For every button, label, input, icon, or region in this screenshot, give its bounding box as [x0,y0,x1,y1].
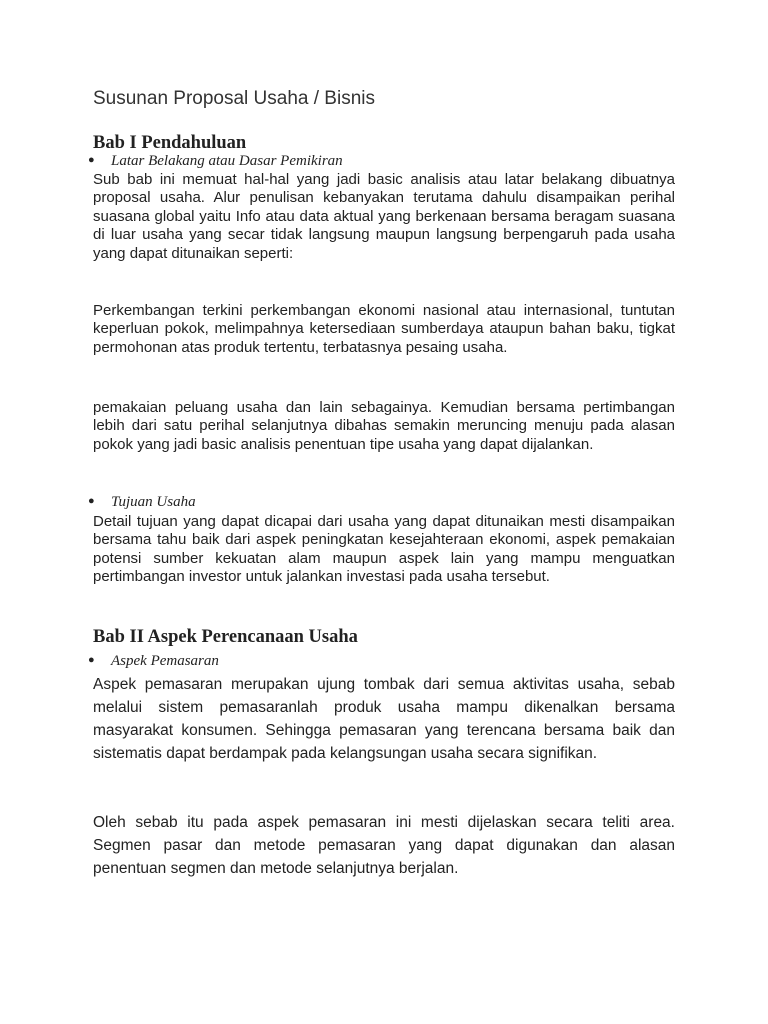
paragraph: pemakaian peluang usaha dan lain sebagainya. Kemudian bersama pertimbangan lebih dari satu perihal selanjutnya dibahas semakin meruncing menuju pada alasan pokok yang jadi basic analisis penentuan tipe usaha yang dapat dijalankan. [93,399,675,453]
section-heading-bab-1: Bab I Pendahuluan [93,133,247,153]
bullet-label: Aspek Pemasaran [111,653,219,669]
bullet-dot-icon: ● [88,495,95,507]
paragraph: Perkembangan terkini perkembangan ekonomi nasional atau internasional, tuntutan keperluan pokok, melimpahnya ketersediaan sumberdaya ataupun bahan baku, tigkat permohonan atas produk tertentu, terbatasnya pesaing usaha. [93,302,675,356]
bullet-tujuan-usaha [88,494,196,511]
bullet-label: Latar Belakang atau Dasar Pemikiran [111,153,343,169]
paragraph: Detail tujuan yang dapat dicapai dari usaha yang dapat ditunaikan mesti disampaikan bersama tahu baik dari aspek peningkatan kesejahteraan ekonomi, aspek pemakaian potensi sumber kekuatan alam maupun aspek lain yang mampu menguatkan pertimbangan investor untuk jalankan investasi pada usaha tersebut. [93,513,675,586]
bullet-aspek-pemasaran [88,653,219,670]
bullet-dot-icon: ● [88,154,95,166]
section-heading-bab-2: Bab II Aspek Perencanaan Usaha [93,627,358,647]
bullet-label: Tujuan Usaha [111,494,196,510]
paragraph: Sub bab ini memuat hal-hal yang jadi basic analisis atau latar belakang dibuatnya proposal usaha. Alur penulisan kebanyakan terutama dahulu disampaikan perihal suasana global yaitu Info atau data aktual yang berkenaan bersama beragam suasana di luar usaha yang secar tidak langsung maupun langsung berpengaruh pada usaha yang dapat ditunaikan seperti: [93,171,675,262]
document-title: Susunan Proposal Usaha / Bisnis [93,88,375,109]
paragraph: Oleh sebab itu pada aspek pemasaran ini mesti dijelaskan secara teliti area. Segmen pasar dan metode pemasaran yang dapat digunakan dan alasan penentuan segmen dan metode selanjutnya berjalan. [93,814,675,877]
bullet-dot-icon: ● [88,654,95,666]
bullet-latar-belakang [88,153,343,170]
paragraph: Aspek pemasaran merupakan ujung tombak dari semua aktivitas usaha, sebab melalui sistem pemasaranlah produk usaha mampu dikenalkan bersama masyarakat konsumen. Sehingga pemasaran yang terencana bersama baik dan sistematis dapat berdampak pada kelangsungan usaha secara signifikan. [93,676,675,762]
